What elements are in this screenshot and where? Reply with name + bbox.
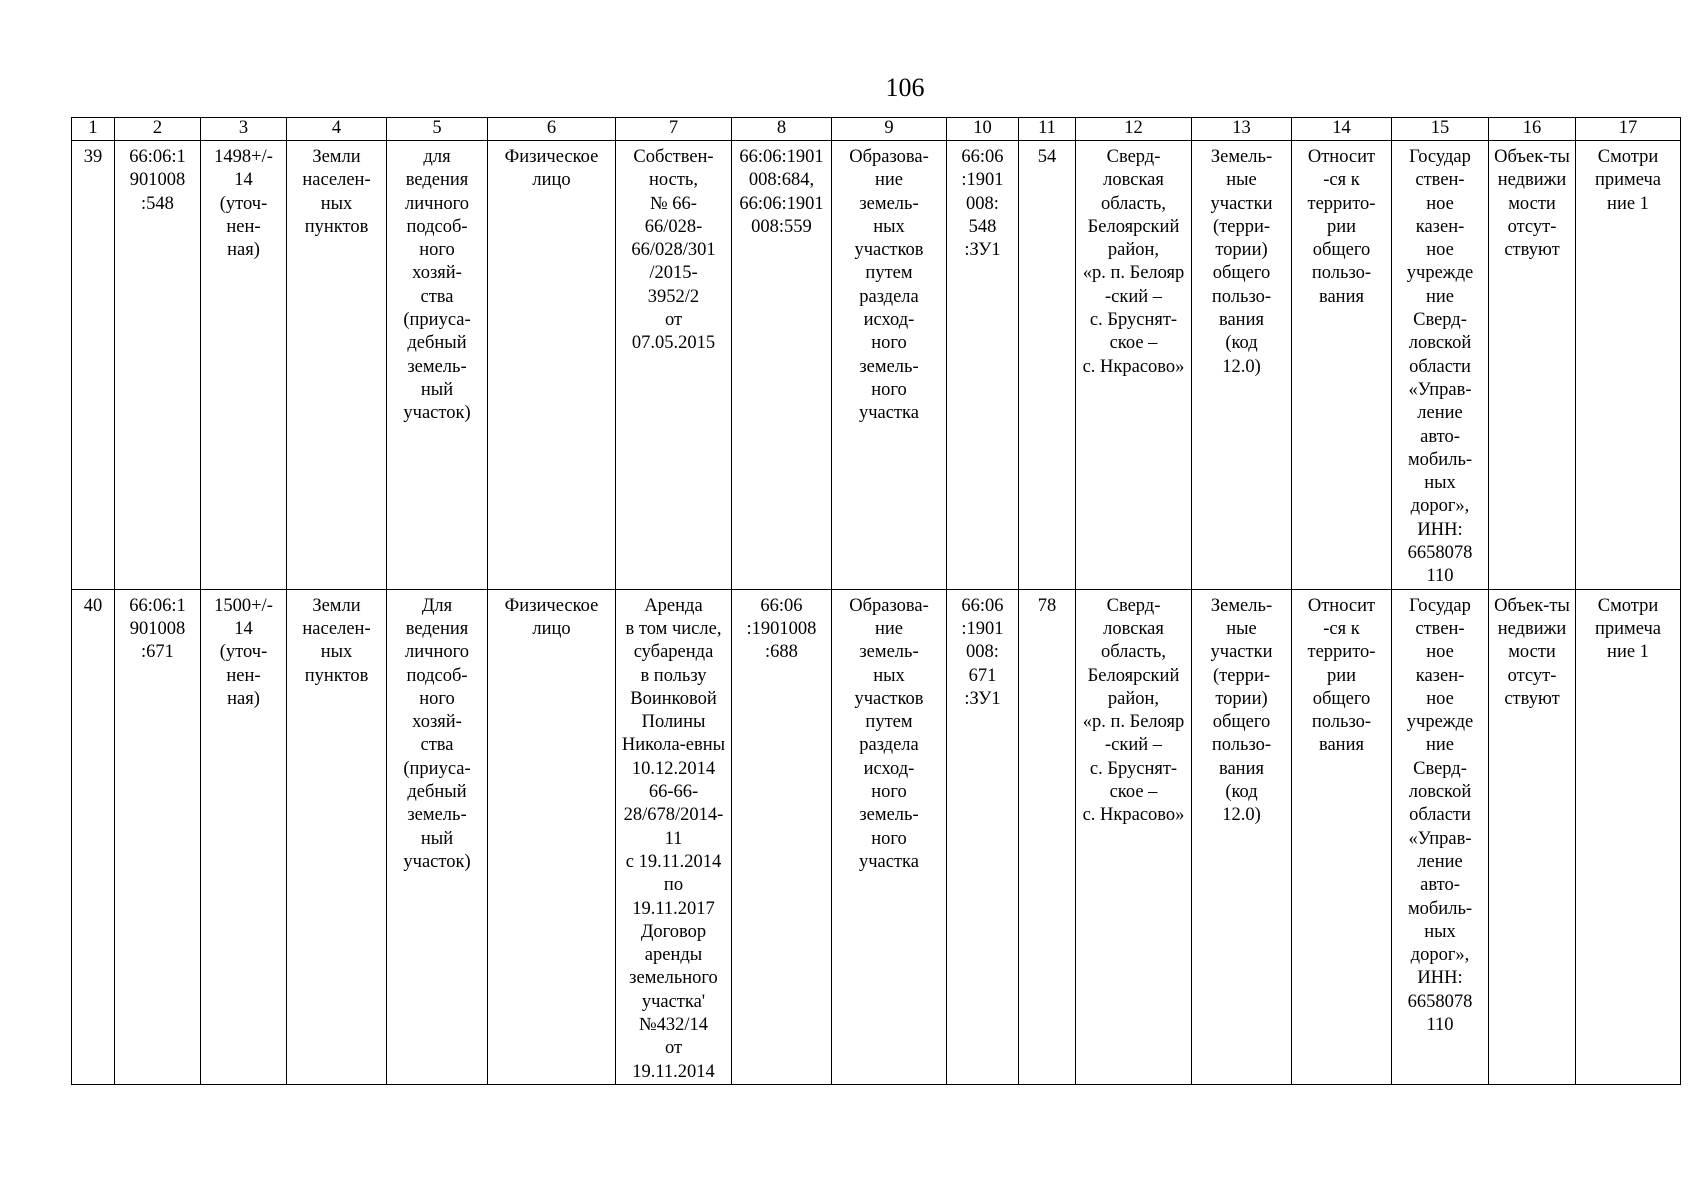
note-cell: Смотри примеча ние 1 [1576,141,1681,590]
column-number: 11 [1019,118,1076,141]
column-number-row [72,118,1681,141]
row-number-cell: 39 [72,141,115,590]
table-row [72,141,1681,590]
cadastral-number-cell: 66:06:1 901008 :548 [115,141,201,590]
rightholder-cell: Физическое лицо [488,141,616,590]
right-type-cell: Аренда в том числе, субаренда в пользу Воинковой Полины Никола-евны 10.12.2014 66-66- 28/678/2014- 11 с 19.11.2014 по 19.11.2017 Договор аренды земельного участка' №432/14 от 19.11.2014 [616,589,732,1084]
land-category-cell: Земли населен- ных пунктов [287,141,387,590]
column-number: 4 [287,118,387,141]
new-use-cell: Земель- ные участки (терри- тории) общего пользо- вания (код 12.0) [1192,589,1292,1084]
column-number: 15 [1392,118,1489,141]
column-number: 1 [72,118,115,141]
column-number: 8 [732,118,832,141]
permitted-use-cell: Для ведения личного подсоб- ного хозяй- ства (приуса- дебный земель- ный участок) [387,589,488,1084]
territory-cell: Относит -ся к террито- рии общего пользо- вания [1292,141,1392,590]
related-numbers-cell: 66:06:1901 008:684, 66:06:1901 008:559 [732,141,832,590]
conditional-number-cell: 66:06 :1901 008: 671 :ЗУ1 [947,589,1019,1084]
related-numbers-cell: 66:06 :1901008 :688 [732,589,832,1084]
column-number: 7 [616,118,732,141]
rightholder-cell: Физическое лицо [488,589,616,1084]
note-cell: Смотри примеча ние 1 [1576,589,1681,1084]
column-number: 16 [1489,118,1576,141]
row-number-cell: 40 [72,589,115,1084]
cadastral-number-cell: 66:06:1 901008 :671 [115,589,201,1084]
conditional-number-cell: 66:06 :1901 008: 548 :ЗУ1 [947,141,1019,590]
territory-cell: Относит -ся к террито- рии общего пользо- вания [1292,589,1392,1084]
column-number: 2 [115,118,201,141]
new-area-cell: 54 [1019,141,1076,590]
column-number: 10 [947,118,1019,141]
owner-organization-cell: Государ ствен- ное казен- ное учрежде ние Сверд- ловской области «Управ- ление авто- мобиль- ных дорог», ИНН: 6658078 110 [1392,589,1489,1084]
column-number: 6 [488,118,616,141]
address-cell: Сверд- ловская область, Белоярский район, «р. п. Белояр -ский – с. Бруснят- ское – с. Нкрасово» [1076,141,1192,590]
column-number: 13 [1192,118,1292,141]
right-type-cell: Собствен- ность, № 66- 66/028- 66/028/301 /2015- 3952/2 от 07.05.2015 [616,141,732,590]
page-number: 106 [885,73,925,102]
land-category-cell: Земли населен- ных пунктов [287,589,387,1084]
area-cell: 1498+/- 14 (уточ- нен- ная) [201,141,287,590]
address-cell: Сверд- ловская область, Белоярский район, «р. п. Белояр -ский – с. Бруснят- ское – с. Нкрасово» [1076,589,1192,1084]
new-use-cell: Земель- ные участки (терри- тории) общего пользо- вания (код 12.0) [1192,141,1292,590]
column-number: 9 [832,118,947,141]
column-number: 12 [1076,118,1192,141]
permitted-use-cell: для ведения личного подсоб- ного хозяй- ства (приуса- дебный земель- ный участок) [387,141,488,590]
column-number: 14 [1292,118,1392,141]
real-estate-cell: Объек-ты недвижи мости отсут- ствуют [1489,589,1576,1084]
formation-method-cell: Образова- ние земель- ных участков путем раздела исход- ного земель- ного участка [832,141,947,590]
real-estate-cell: Объек-ты недвижи мости отсут- ствуют [1489,141,1576,590]
column-number: 5 [387,118,488,141]
formation-method-cell: Образова- ние земель- ных участков путем раздела исход- ного земель- ного участка [832,589,947,1084]
land-registry-table [71,117,1681,1085]
new-area-cell: 78 [1019,589,1076,1084]
column-number: 3 [201,118,287,141]
area-cell: 1500+/- 14 (уточ- нен- ная) [201,589,287,1084]
column-number: 17 [1576,118,1681,141]
table-row [72,589,1681,1084]
owner-organization-cell: Государ ствен- ное казен- ное учрежде ние Сверд- ловской области «Управ- ление авто- мобиль- ных дорог», ИНН: 6658078 110 [1392,141,1489,590]
